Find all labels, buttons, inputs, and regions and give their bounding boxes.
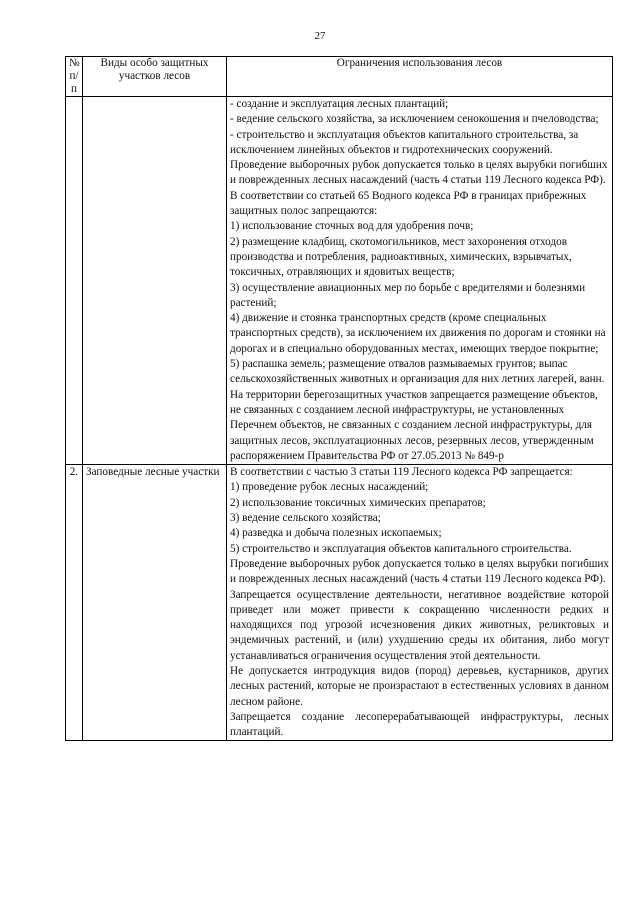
restriction-paragraph: Проведение выборочных рубок допускается только в целях вырубки погибших и поврежденных лесных насаждений (часть 4 статьи 119 Лесного кодекса РФ). — [230, 557, 609, 586]
row-area-type: Заповедные лесные участки — [83, 465, 227, 741]
row-restrictions — [227, 97, 613, 465]
row-area-type — [83, 97, 227, 465]
restriction-paragraph: 4) разведка и добыча полезных ископаемых; — [230, 527, 442, 540]
row-restrictions — [227, 465, 613, 741]
header-number: № п/п — [66, 57, 83, 97]
header-forest-area-type: Виды особо защитных участков лесов — [83, 57, 227, 97]
restriction-paragraph: Не допускается интродукция видов (пород) деревьев, кустарников, других лесных растений, которые не произрастают в естественных условиях в данном лесном районе. — [230, 664, 609, 708]
restriction-paragraph: Запрещается создание лесоперерабатывающей инфраструктуры, лесных плантаций. — [230, 710, 609, 739]
header-restrictions: Ограничения использования лесов — [227, 57, 613, 97]
restriction-paragraph: 5) распашка земель; размещение отвалов размываемых грунтов; выпас сельскохозяйственных животных и организация для них летних лагерей, ванн. — [230, 358, 605, 386]
restriction-paragraph: Проведение выборочных рубок допускается только в целях вырубки погибших и поврежденных лесных насаждений (часть 4 статьи 119 Лесного кодекса РФ). — [230, 159, 608, 187]
table-row — [66, 465, 613, 741]
restriction-paragraph: 4) движение и стоянка транспортных средств (кроме специальных транспортных средств), за исключением их движения по дорогам и стоянки на дорогах и в специально оборудованных местах, имеющих твердое покрытие; — [230, 312, 606, 355]
restriction-paragraph: Запрещается осуществление деятельности, негативное воздействие которой приведет или может привести к сокращению численности редких и находящихся под угрозой исчезновения диких животных, реликтовых и эндемичных растений, и (или) ухудшению среды их обитания, либо могут устанавливаться ограничения осуществления этой деятельности. — [230, 588, 609, 662]
restriction-paragraph: 3) осуществление авиационных мер по борьбе с вредителями и болезнями растений; — [230, 281, 586, 309]
restriction-paragraph: 5) строительство и эксплуатация объектов капитального строительства. — [230, 542, 572, 555]
restriction-paragraph: - строительство и эксплуатация объектов капитального строительства, за исключением линейных объектов и гидротехнических сооружений. — [230, 128, 579, 156]
table-header-row — [66, 57, 613, 97]
restriction-paragraph: В соответствии со статьей 65 Водного кодекса РФ в границах прибрежных защитных полос запрещаются: — [230, 189, 587, 218]
restriction-paragraph: 2) размещение кладбищ, скотомогильников, мест захоронения отходов производства и потребления, радиоактивных, химических, взрывчатых, токсичных, отравляющих и ядовитых веществ; — [230, 235, 572, 279]
restriction-paragraph: 1) проведение рубок лесных насаждений; — [230, 481, 429, 494]
restriction-paragraph: В соответствии с частью 3 статьи 119 Лесного кодекса РФ запрещается: — [230, 466, 573, 479]
restrictions-table — [65, 56, 613, 741]
restriction-paragraph: - ведение сельского хозяйства, за исключением сенокошения и пчеловодства; — [230, 113, 599, 126]
page-number: 27 — [314, 30, 326, 42]
row-number — [66, 97, 83, 465]
restriction-paragraph: 3) ведение сельского хозяйства; — [230, 512, 381, 525]
restriction-paragraph: 1) использование сточных вод для удобрения почв; — [230, 220, 474, 233]
restriction-paragraph: 2) использование токсичных химических препаратов; — [230, 496, 486, 509]
restriction-paragraph: На территории берегозащитных участков запрещается размещение объектов, не связанных с созданием лесной инфраструктуры, не установленных Перечнем объектов, не связанных с созданием лесной инфраструктуры, для защитных лесов, эксплуатационных лесов, резервных лесов, утвержденным распоряжением Правительства РФ от 27.05.2013 № 849-р — [230, 388, 598, 462]
row-number: 2. — [66, 465, 83, 741]
table-row — [66, 97, 613, 465]
restriction-paragraph: - создание и эксплуатация лесных плантаций; — [230, 98, 449, 110]
